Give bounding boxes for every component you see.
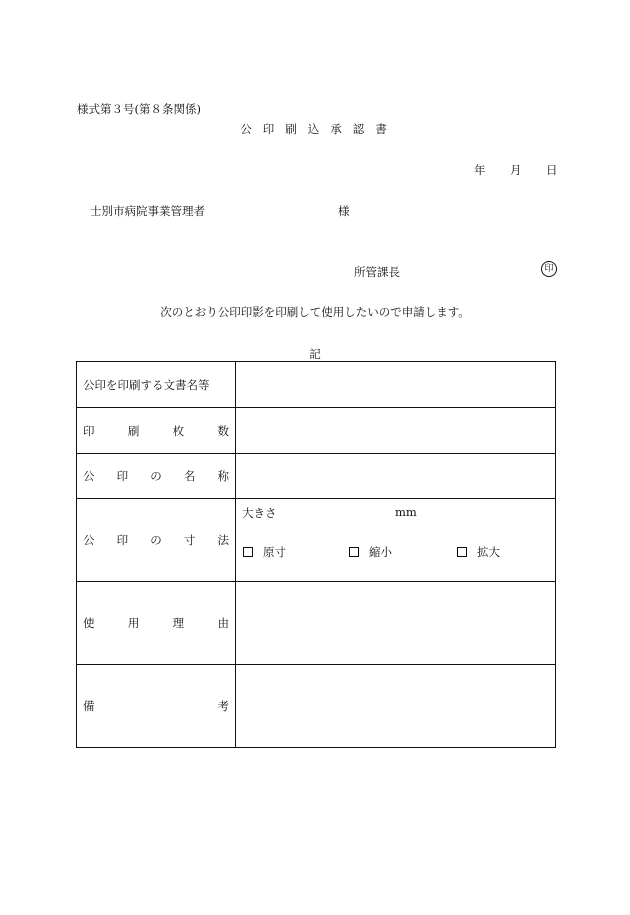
copies-label <box>77 408 236 454</box>
table-row <box>77 362 556 408</box>
option-original-label: 原寸 <box>263 545 286 559</box>
label-char: 公 <box>83 469 95 483</box>
date-month-label: 月 <box>510 163 522 177</box>
label-char: 理 <box>172 616 185 630</box>
table-row <box>77 582 556 665</box>
label-char: 備 <box>83 699 95 713</box>
seal-size-label <box>77 499 236 582</box>
option-enlarge[interactable] <box>457 544 500 560</box>
remarks-label <box>77 665 236 748</box>
doc-name-label-text: 公印を印刷する文書名等 <box>83 377 210 392</box>
table-row <box>77 499 556 582</box>
table-row <box>77 408 556 454</box>
label-char: の <box>150 533 162 547</box>
checkbox-reduce[interactable] <box>349 547 359 557</box>
checkbox-original[interactable] <box>243 547 253 557</box>
label-char: 法 <box>217 533 229 547</box>
label-char: 数 <box>217 423 229 438</box>
table-row <box>77 665 556 748</box>
applicant-title: 所管課長 <box>354 265 400 279</box>
option-enlarge-label: 拡大 <box>477 545 500 559</box>
table-row <box>77 454 556 499</box>
size-unit: mm <box>395 505 417 519</box>
seal-name-label <box>77 454 236 499</box>
option-reduce-label: 縮小 <box>369 545 392 559</box>
date-day-label: 日 <box>546 163 558 177</box>
label-char: 印 <box>83 423 95 438</box>
seal-name-field[interactable] <box>236 454 556 499</box>
doc-name-label <box>77 362 236 408</box>
label-char: 刷 <box>127 423 140 438</box>
label-char: 印 <box>116 533 129 547</box>
seal-size-field <box>236 499 556 582</box>
option-reduce[interactable] <box>349 544 392 560</box>
label-char: 公 <box>83 533 95 547</box>
size-prefix: 大きさ <box>242 506 277 520</box>
seal-mark: 印 <box>541 261 557 277</box>
reason-field[interactable] <box>236 582 556 665</box>
checkbox-enlarge[interactable] <box>457 547 467 557</box>
label-char: 由 <box>217 616 229 630</box>
label-char: 称 <box>217 469 229 483</box>
label-char: 用 <box>127 616 140 630</box>
request-statement: 次のとおり公印印影を印刷して使用したいので申請します。 <box>160 305 470 319</box>
label-char: 名 <box>183 469 196 483</box>
addressee-name: 士別市病院事業管理者 <box>90 204 205 218</box>
label-char: 寸 <box>183 533 196 547</box>
detail-table <box>76 361 556 748</box>
doc-name-field[interactable] <box>236 362 556 408</box>
document-title: 公印刷込承認書 <box>240 122 398 136</box>
remarks-field[interactable] <box>236 665 556 748</box>
label-char: 使 <box>83 616 95 630</box>
label-char: 考 <box>217 699 229 713</box>
label-char: の <box>150 469 162 483</box>
label-char: 枚 <box>172 423 185 438</box>
copies-field[interactable] <box>236 408 556 454</box>
label-char: 印 <box>116 469 129 483</box>
ki-heading: 記 <box>309 347 321 361</box>
option-original[interactable] <box>243 544 286 560</box>
addressee-honorific: 様 <box>338 204 350 218</box>
reason-label <box>77 582 236 665</box>
form-number: 様式第３号(第８条関係) <box>77 102 201 116</box>
date-year-label: 年 <box>474 163 486 177</box>
